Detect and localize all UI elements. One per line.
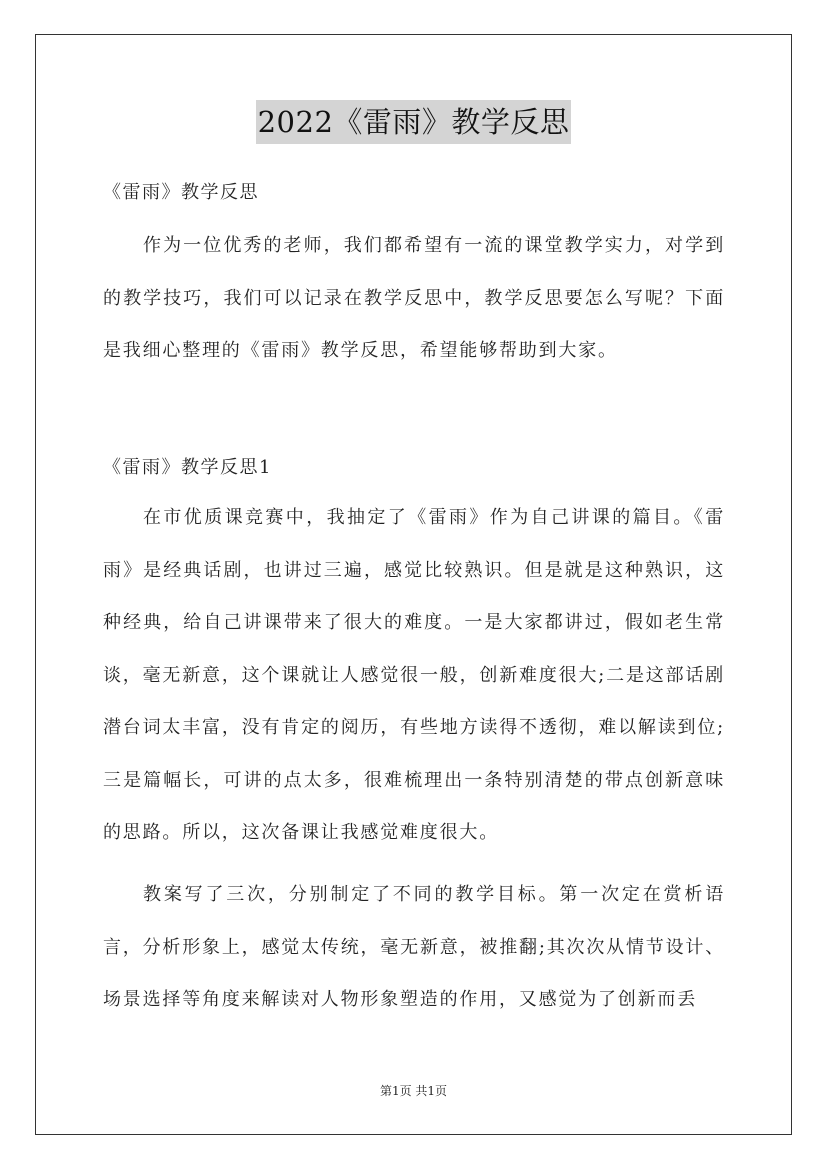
intro-heading: 《雷雨》教学反思 [103,182,259,203]
page-footer: 第1页 共1页 [379,1084,448,1098]
document-title: 2022《雷雨》教学反思 [256,100,572,144]
section1-paragraph-1: 在市优质课竞赛中，我抽定了《雷雨》作为自己讲课的篇目。《雷雨》是经典话剧，也讲过三遍，感觉比较熟识。但是就是这种熟识，这种经典，给自己讲课带来了很大的难度。一是大家都讲过，假如老生常谈，毫无新意，这个课就让人感觉很一般，创新难度很大;二是这部话剧潜台词太丰富，没有肯定的阅历，有些地方读得不透彻，难以解读到位;三是篇幅长，可讲的点太多，很难梳理出一条特别清楚的带点创新意味的思路。所以，这次备课让我感觉难度很大。 [103,507,725,843]
title-wrap [0,100,827,144]
intro-paragraph: 作为一位优秀的老师，我们都希望有一流的课堂教学实力，对学到的教学技巧，我们可以记录在教学反思中，教学反思要怎么写呢？下面是我细心整理的《雷雨》教学反思，希望能够帮助到大家。 [103,235,725,361]
section1-paragraph-2: 教案写了三次，分别制定了不同的教学目标。第一次定在赏析语言，分析形象上，感觉太传统，毫无新意，被推翻;其次次从情节设计、场景选择等角度来解读对人物形象塑造的作用，又感觉为了创新而丢 [103,884,725,1010]
section1-heading: 《雷雨》教学反思1 [103,457,272,478]
